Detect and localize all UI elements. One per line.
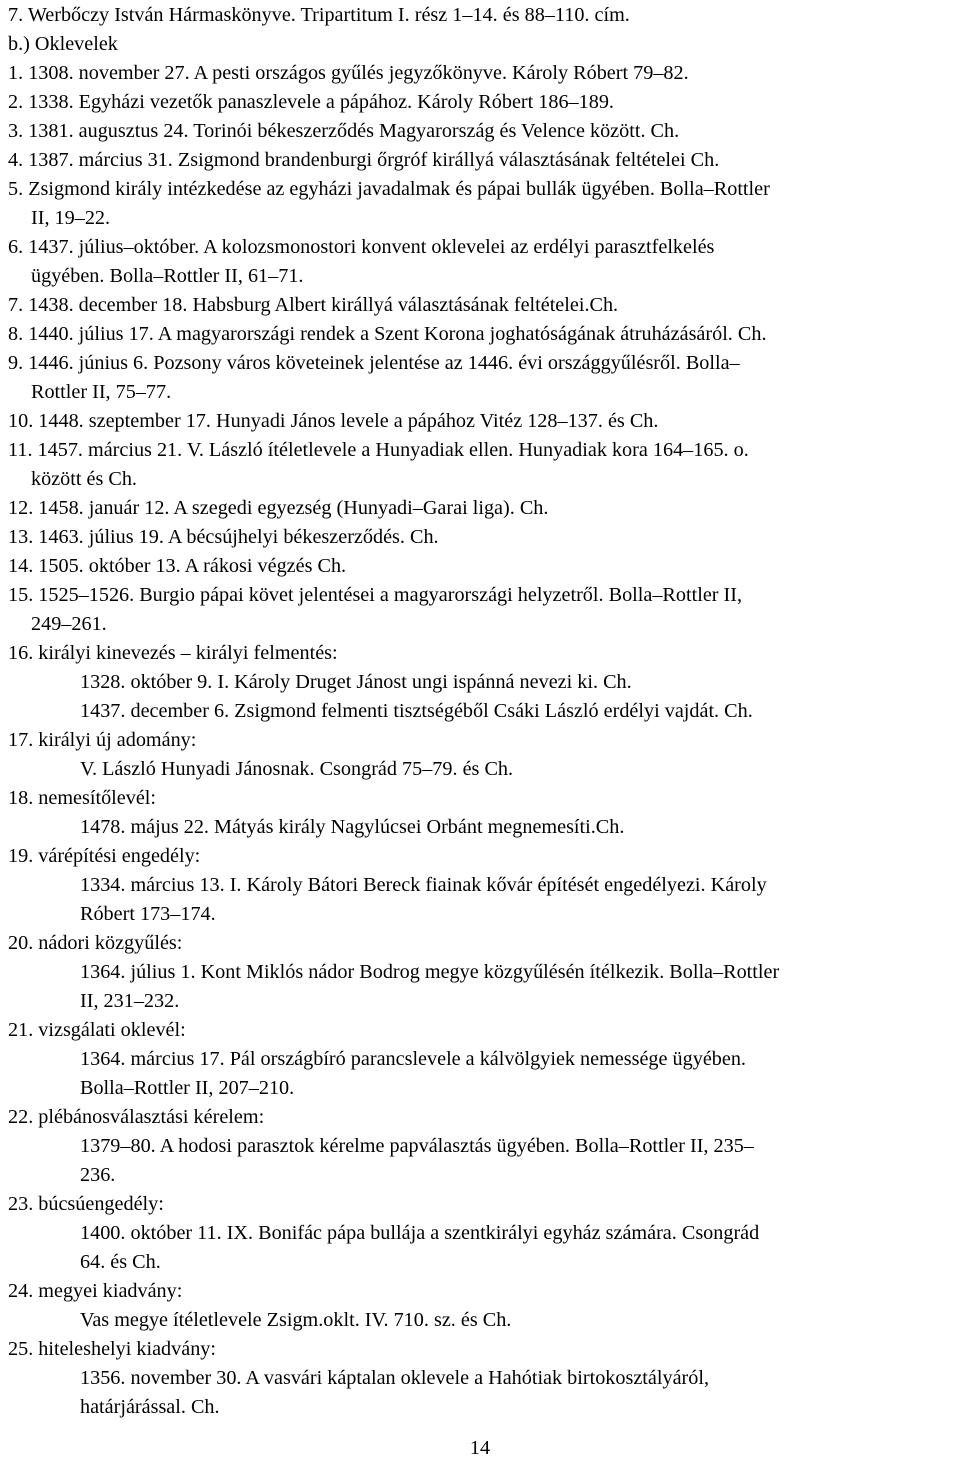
text-line: 18. nemesítőlevél: [8, 787, 157, 809]
text-line: II, 231–232. [80, 990, 180, 1012]
text-line: 1328. október 9. I. Károly Druget Jánost ungi ispánná nevezi ki. Ch. [80, 671, 632, 693]
text-line: 3. 1381. augusztus 24. Torinói békeszerződés Magyarország és Velence között. Ch. [8, 120, 680, 142]
text-line: 1364. július 1. Kont Miklós nádor Bodrog megye közgyűlésén ítélkezik. Bolla–Rottler [80, 961, 780, 983]
text-line: 12. 1458. január 12. A szegedi egyezség (Hunyadi–Garai liga). Ch. [8, 497, 549, 519]
page-number: 14 [469, 1437, 491, 1459]
text-line: 64. és Ch. [80, 1251, 161, 1273]
text-line: 10. 1448. szeptember 17. Hunyadi János levele a pápához Vitéz 128–137. és Ch. [8, 410, 659, 432]
text-line: 23. búcsúengedély: [8, 1193, 164, 1215]
text-line: 19. várépítési engedély: [8, 845, 201, 867]
text-line: 7. 1438. december 18. Habsburg Albert királlyá választásának feltételei.Ch. [8, 294, 619, 316]
text-line: b.) Oklevelek [8, 33, 118, 55]
text-line: 16. királyi kinevezés – királyi felmentés: [8, 642, 338, 664]
text-line: V. László Hunyadi Jánosnak. Csongrád 75–79. és Ch. [80, 758, 514, 780]
text-line: 17. királyi új adomány: [8, 729, 197, 751]
text-line: 8. 1440. július 17. A magyarországi rendek a Szent Korona joghatóságának átruházásáról. Ch. [8, 323, 767, 345]
text-line: Róbert 173–174. [80, 903, 216, 925]
text-line: II, 19–22. [31, 207, 111, 229]
text-line: 1400. október 11. IX. Bonifác pápa bullája a szentkirályi egyház számára. Csongrád [80, 1222, 760, 1244]
text-line: 1478. május 22. Mátyás király Nagylúcsei Orbánt megnemesíti.Ch. [80, 816, 625, 838]
text-line: 5. Zsigmond király intézkedése az egyházi javadalmak és pápai bullák ügyében. Bolla–Rottler [8, 178, 770, 200]
text-line: 14. 1505. október 13. A rákosi végzés Ch. [8, 555, 347, 577]
text-line: 2. 1338. Egyházi vezetők panaszlevele a pápához. Károly Róbert 186–189. [8, 91, 614, 113]
text-line: 4. 1387. március 31. Zsigmond brandenburgi őrgróf királlyá választásának feltételei Ch. [8, 149, 720, 171]
text-line: 24. megyei kiadvány: [8, 1280, 183, 1302]
text-line: 236. [80, 1164, 116, 1186]
text-line: 9. 1446. június 6. Pozsony város követeinek jelentése az 1446. évi országgyűlésről. Bolla– [8, 352, 740, 374]
text-line: 1356. november 30. A vasvári káptalan oklevele a Hahótiak birtokosztályáról, [80, 1367, 709, 1389]
text-line: 13. 1463. július 19. A bécsújhelyi békeszerződés. Ch. [8, 526, 439, 548]
text-line: 22. plébánosválasztási kérelem: [8, 1106, 265, 1128]
text-line: 7. Werbőczy István Hármaskönyve. Tripartitum I. rész 1–14. és 88–110. cím. [8, 4, 630, 26]
text-line: 15. 1525–1526. Burgio pápai követ jelentései a magyarországi helyzetről. Bolla–Rottler II, [8, 584, 743, 606]
text-line: 20. nádori közgyűlés: [8, 932, 183, 954]
text-line: 1379–80. A hodosi parasztok kérelme papválasztás ügyében. Bolla–Rottler II, 235– [80, 1135, 754, 1157]
text-line: 1. 1308. november 27. A pesti országos gyűlés jegyzőkönyve. Károly Róbert 79–82. [8, 62, 689, 84]
text-line: között és Ch. [31, 468, 137, 490]
text-line: 6. 1437. július–október. A kolozsmonostori konvent oklevelei az erdélyi parasztfelkelés [8, 236, 715, 258]
text-line: Bolla–Rottler II, 207–210. [80, 1077, 295, 1099]
text-line: 1334. március 13. I. Károly Bátori Bereck fiainak kővár építését engedélyezi. Károly [80, 874, 767, 896]
text-line: 249–261. [31, 613, 107, 635]
text-line: határjárással. Ch. [80, 1396, 220, 1418]
text-line: 21. vizsgálati oklevél: [8, 1019, 186, 1041]
text-line: 11. 1457. március 21. V. László ítéletlevele a Hunyadiak ellen. Hunyadiak kora 164–165. o. [8, 439, 749, 461]
text-line: 1437. december 6. Zsigmond felmenti tisztségéből Csáki László erdélyi vajdát. Ch. [80, 700, 753, 722]
text-line: Vas megye ítéletlevele Zsigm.oklt. IV. 710. sz. és Ch. [80, 1309, 512, 1331]
text-line: Rottler II, 75–77. [31, 381, 172, 403]
text-line: 25. hiteleshelyi kiadvány: [8, 1338, 216, 1360]
text-line: ügyében. Bolla–Rottler II, 61–71. [31, 265, 304, 287]
text-line: 1364. március 17. Pál országbíró parancslevele a kálvölgyiek nemessége ügyében. [80, 1048, 746, 1070]
